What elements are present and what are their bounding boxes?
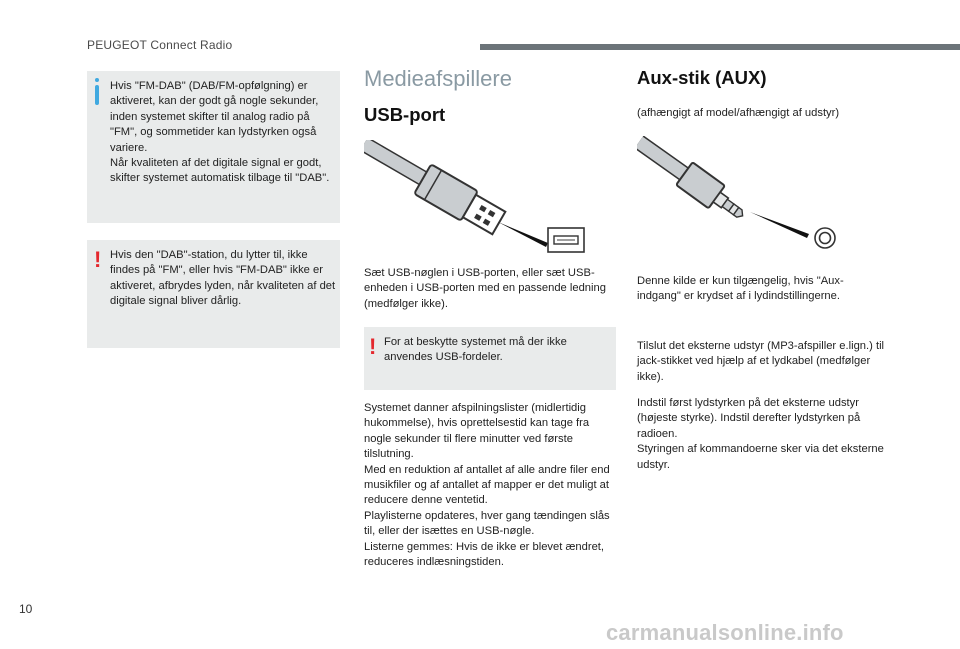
media-players-title: Medieafspillere: [364, 66, 512, 91]
usb-plug-illustration: [364, 140, 594, 258]
document-header-title: PEUGEOT Connect Radio: [87, 38, 233, 52]
aux-volume-text: Indstil først lydstyrken på det eksterne udstyr (højeste styrke). Indstil derefter lydstyrken på radioen. Styringen af kommandoerne sker via det eksterne udstyr.: [637, 397, 884, 471]
warning-icon: !: [94, 247, 102, 272]
aux-availability-text: Denne kilde er kun tilgængelig, hvis "Aux-indgang" er krydset af i lydindstillingerne.: [637, 275, 844, 303]
aux-jack-illustration: [637, 136, 847, 254]
info-icon: [95, 85, 99, 105]
usb-warning-box: [364, 327, 616, 390]
warning-icon: !: [369, 334, 377, 359]
usb-port-title: USB-port: [364, 104, 446, 125]
watermark: carmanualsonline.info: [606, 620, 844, 645]
usb-instructions-text: Sæt USB-nøglen i USB-porten, eller sæt USB-enheden i USB-porten med en passende ledning (medfølger ikke).: [364, 267, 606, 310]
warning-note-text: Hvis den "DAB"-station, du lytter til, ikke findes på "FM", eller hvis "FM-DAB" ikke er aktiveret, afbrydes lyden, når kvaliteten af det digitale signal bliver dårlig.: [110, 249, 336, 308]
info-note-text: Hvis "FM-DAB" (DAB/FM-opfølgning) er aktiveret, kan der godt gå nogle sekunder, inden systemet skifter til analog radio på "FM", og sommetider kan lydstyrken også variere. Når kvaliteten af det digitale signal er godt, skifter systemet automatisk tilbage til "DAB".: [110, 80, 330, 185]
aux-connect-text: Tilslut det eksterne udstyr (MP3-afspiller e.lign.) til jack-stikket ved hjælp af et lydkabel (medfølger ikke).: [637, 340, 885, 383]
page-number: 10: [19, 602, 33, 616]
header-bar: [480, 44, 960, 50]
usb-warning-text: For at beskytte systemet må der ikke anvendes USB-fordeler.: [384, 336, 567, 364]
playlist-info-text: Systemet danner afspilningslister (midlertidig hukommelse), hvis oprettelsestid kan tage fra nogle sekunder til flere minutter ved første tilslutning. Med en reduktion af antallet af alle andre filer end musikfiler og af antallet af mapper er det muligt at reducere denne ventetid. Playlisterne opdateres, hver gang tændingen slås til, eller der isættes en USB-nøgle. Listerne gemmes: Hvis de ikke er blevet ændret, reduceres indlæsningstiden.: [364, 402, 610, 569]
info-note-box: [87, 71, 340, 223]
warning-note-box: [87, 240, 340, 348]
aux-title: Aux-stik (AUX): [637, 67, 767, 88]
aux-subtitle: (afhængigt af model/afhængigt af udstyr): [637, 107, 840, 119]
